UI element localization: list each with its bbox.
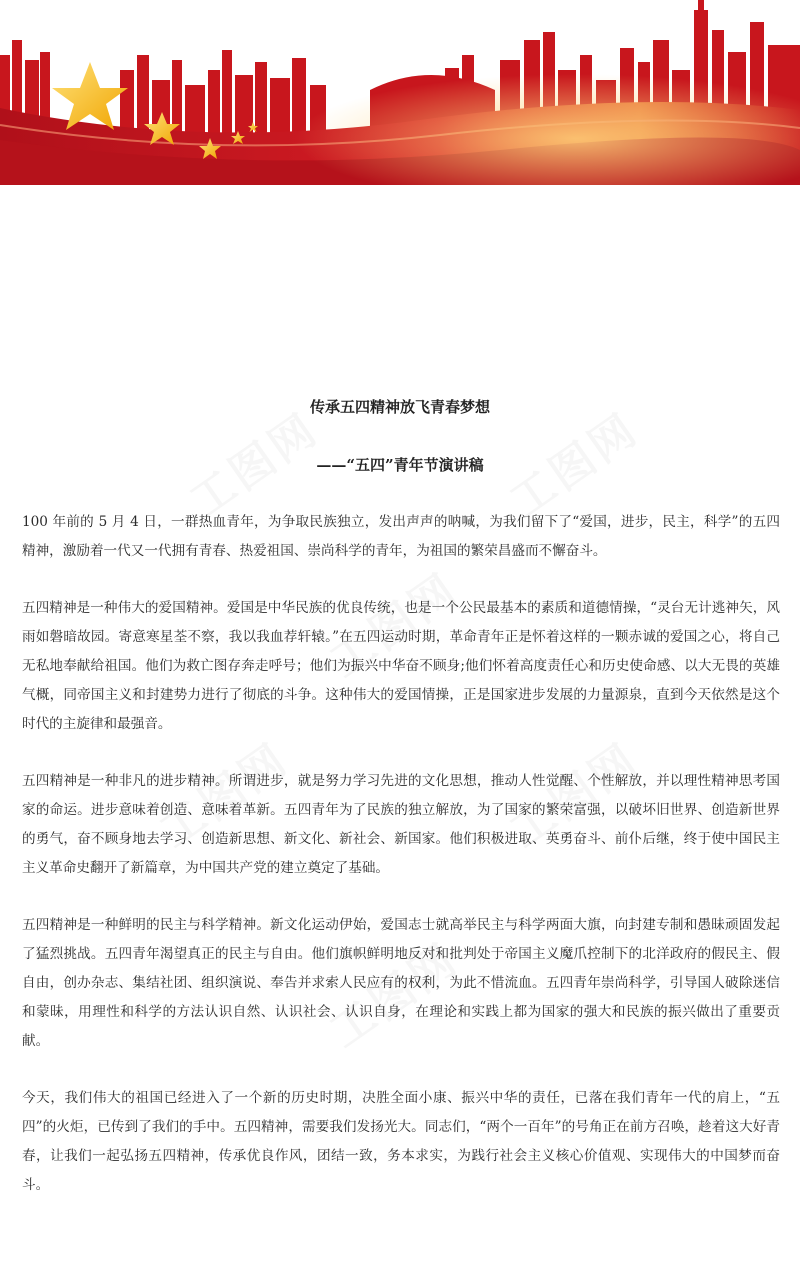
paragraph-patriotism: 五四精神是一种伟大的爱国精神。爱国是中华民族的优良传统，也是一个公民最基本的素质和道德情操，“灵台无计逃神矢，风雨如磐暗故园。寄意寒星荃不察，我以我血荐轩辕。”在五四运动时期，革命青年正是怀着这样的一颗赤诚的爱国之心，将自己无私地奉献给祖国。他们为救亡图存奔走呼号；他们为振兴中华奋不顾身;他们怀着高度责任心和历史使命感、以大无畏的英雄气概，同帝国主义和封建势力进行了彻底的斗争。这种伟大的爱国情操，正是国家进步发展的力量源泉，直到今天依然是这个时代的主旋律和最强音。	[22, 600, 780, 732]
document-title: 传承五四精神放飞青春梦想	[309, 398, 490, 416]
paragraph-democracy-science: 五四精神是一种鲜明的民主与科学精神。新文化运动伊始，爱国志士就高举民主与科学两面大旗，向封建专制和愚昧顽固发起了猛烈挑战。五四青年渴望真正的民主与自由。他们旗帜鲜明地反对和批判处于帝国主义魔爪控制下的北洋政府的假民主、假自由，创办杂志、集结社团、组织演说、奉告并求索人民应有的权利，为此不惜流血。五四青年崇尚科学，引导国人破除迷信和蒙昧，用理性和科学的方法认识自然、认识社会、认识自身，在理论和实践上都为国家的强大和民族的振兴做出了重要贡献。	[22, 917, 780, 1049]
header-banner	[0, 0, 800, 185]
paragraph-progress: 五四精神是一种非凡的进步精神。所谓进步，就是努力学习先进的文化思想，推动人性觉醒、个性解放，并以理性精神思考国家的命运。进步意味着创造、意味着革新。五四青年为了民族的独立解放，为了国家的繁荣富强，以破坏旧世界、创造新世界的勇气，奋不顾身地去学习、创造新思想、新文化、新社会、新国家。他们积极进取、英勇奋斗、前仆后继，终于使中国民主主义革命史翻开了新篇章，为中国共产党的建立奠定了基础。	[22, 773, 780, 876]
document-subtitle: ——“五四”青年节演讲稿	[316, 456, 484, 474]
speech-body	[22, 508, 780, 1228]
paragraph-intro: 100 年前的 5 月 4 日，一群热血青年，为争取民族独立，发出声声的呐喊，为我们留下了“爱国，进步，民主，科学”的五四精神，激励着一代又一代拥有青春、热爱祖国、崇尚科学的青年，为祖国的繁荣昌盛而不懈奋斗。	[22, 514, 780, 559]
paragraph-conclusion: 今天，我们伟大的祖国已经进入了一个新的历史时期，决胜全面小康、振兴中华的责任，已落在我们青年一代的肩上，“五四”的火炬，已传到了我们的手中。五四精神，需要我们发扬光大。同志们，“两个一百年”的号角正在前方召唤，趁着这大好青春，让我们一起弘扬五四精神，传承优良作风，团结一致，务本求实，为践行社会主义核心价值观、实现伟大的中国梦而奋斗。	[22, 1090, 780, 1193]
